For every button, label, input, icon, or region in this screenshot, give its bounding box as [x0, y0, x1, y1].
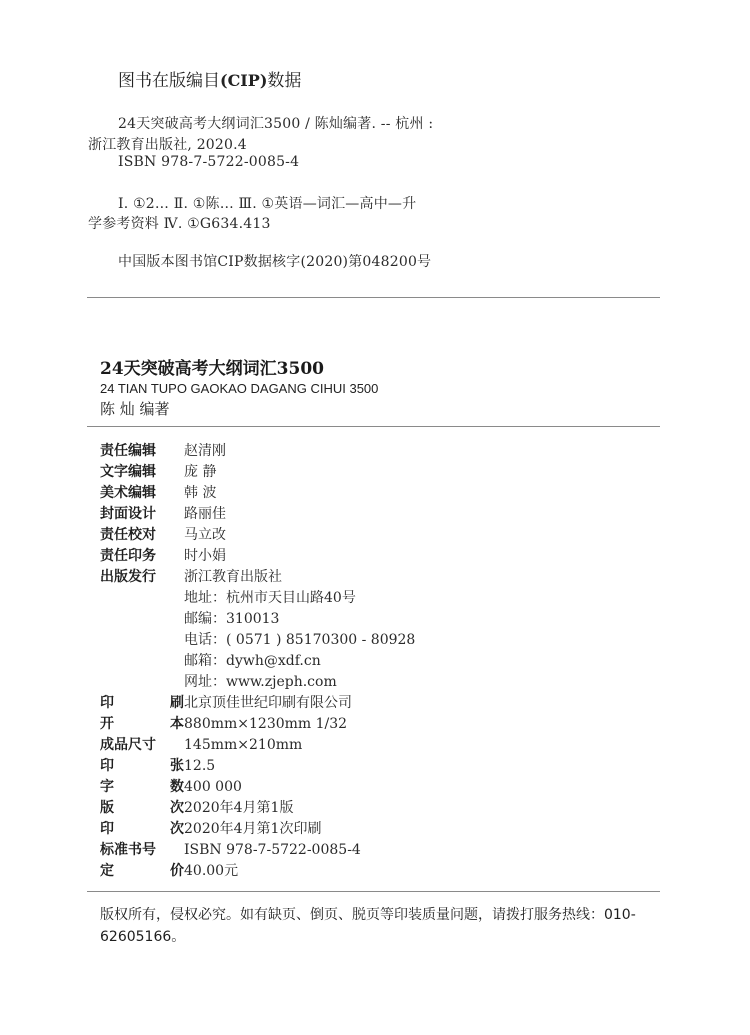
cip-heading-abbr: (CIP): [220, 71, 268, 90]
cip-line-1: 24天突破高考大纲词汇3500 / 陈灿编著. -- 杭州 :: [118, 116, 434, 132]
publisher-address: 地址：杭州市天目山路40号: [184, 590, 356, 606]
credit-label: 出版发行: [100, 569, 156, 585]
credit-row: [100, 462, 660, 483]
spec-row-printer: [100, 693, 660, 714]
publisher-phone: 电话：( 0571 ) 85170300 - 80928: [184, 632, 416, 648]
spec-value: 880mm×1230mm 1/32: [184, 716, 348, 732]
credit-label: 美术编辑: [100, 485, 156, 501]
spec-label: 印 张: [100, 758, 184, 774]
publisher-website: 网址：www.zjeph.com: [184, 674, 337, 690]
spec-value: 400 000: [184, 779, 242, 795]
cip-line-4: Ⅰ. ①2… Ⅱ. ①陈… Ⅲ. ①英语—词汇—高中—升: [118, 196, 417, 212]
credit-row: [100, 504, 660, 525]
credit-label: 责任印务: [100, 548, 156, 564]
spec-value: 2020年4月第1版: [184, 800, 294, 816]
spec-value: 145mm×210mm: [184, 737, 303, 753]
cip-heading: [118, 66, 301, 91]
spec-value: ISBN 978-7-5722-0085-4: [184, 842, 361, 858]
credit-label: 责任编辑: [100, 443, 156, 459]
divider-bottom: [87, 891, 660, 892]
cip-line-6: 中国版本图书馆CIP数据核字(2020)第048200号: [118, 254, 432, 270]
credit-row: [100, 483, 660, 504]
book-pinyin-title: 24 TIAN TUPO GAOKAO DAGANG CIHUI 3500: [100, 381, 379, 396]
spec-label: 版 次: [100, 800, 184, 816]
credit-value: 时小娟: [184, 548, 226, 564]
spec-label: 开 本: [100, 716, 184, 732]
credit-label: 文字编辑: [100, 464, 156, 480]
cip-heading-prefix: 图书在版编目: [118, 71, 220, 91]
book-title: 24天突破高考大纲词汇3500: [100, 359, 324, 379]
spec-label: 成品尺寸: [100, 737, 156, 753]
publisher-name: 浙江教育出版社: [184, 569, 282, 585]
spec-label: 标准书号: [100, 842, 156, 858]
spec-row-isbn: [100, 840, 660, 861]
copyright-notice: 版权所有，侵权必究。如有缺页、倒页、脱页等印装质量问题，请拨打服务热线：010-62605166。: [100, 907, 636, 945]
spec-row-word-count: [100, 777, 660, 798]
credit-row: [100, 546, 660, 567]
credit-value: 赵清刚: [184, 443, 226, 459]
spec-row-format: [100, 714, 660, 735]
spec-label: 定 价: [100, 863, 184, 879]
credit-value: 马立改: [184, 527, 226, 543]
spec-label: 印 次: [100, 821, 184, 837]
publisher-postcode: 邮编：310013: [184, 611, 280, 627]
publisher-email: 邮箱：dywh@xdf.cn: [184, 653, 321, 669]
cip-line-2: 浙江教育出版社, 2020.4: [88, 137, 247, 153]
credit-row: [100, 567, 660, 588]
spec-label: 印 刷: [100, 695, 184, 711]
spec-row-sheets: [100, 756, 660, 777]
spec-value: 12.5: [184, 758, 216, 774]
credits-list: [100, 441, 660, 882]
cip-line-3: ISBN 978-7-5722-0085-4: [118, 154, 300, 170]
credit-value: 路丽佳: [184, 506, 226, 522]
spec-label: 字 数: [100, 779, 184, 795]
divider-top: [87, 297, 660, 298]
spec-value: 北京顶佳世纪印刷有限公司: [184, 695, 352, 711]
spec-row-edition: [100, 798, 660, 819]
spec-value: 40.00元: [184, 863, 239, 879]
credit-row: [100, 441, 660, 462]
cip-heading-suffix: 数据: [267, 71, 302, 91]
credit-row: [100, 525, 660, 546]
cip-line-5: 学参考资料 Ⅳ. ①G634.413: [88, 216, 271, 232]
divider-title: [87, 426, 660, 427]
spec-value: 2020年4月第1次印刷: [184, 821, 322, 837]
spec-row-impression: [100, 819, 660, 840]
credit-label: 责任校对: [100, 527, 156, 543]
credit-value: 韩 波: [184, 485, 217, 501]
credit-value: 庞 静: [184, 464, 217, 480]
spec-row-trim-size: [100, 735, 660, 756]
spec-row-price: [100, 861, 660, 882]
book-author: 陈 灿 编著: [100, 400, 170, 418]
credit-label: 封面设计: [100, 506, 156, 522]
